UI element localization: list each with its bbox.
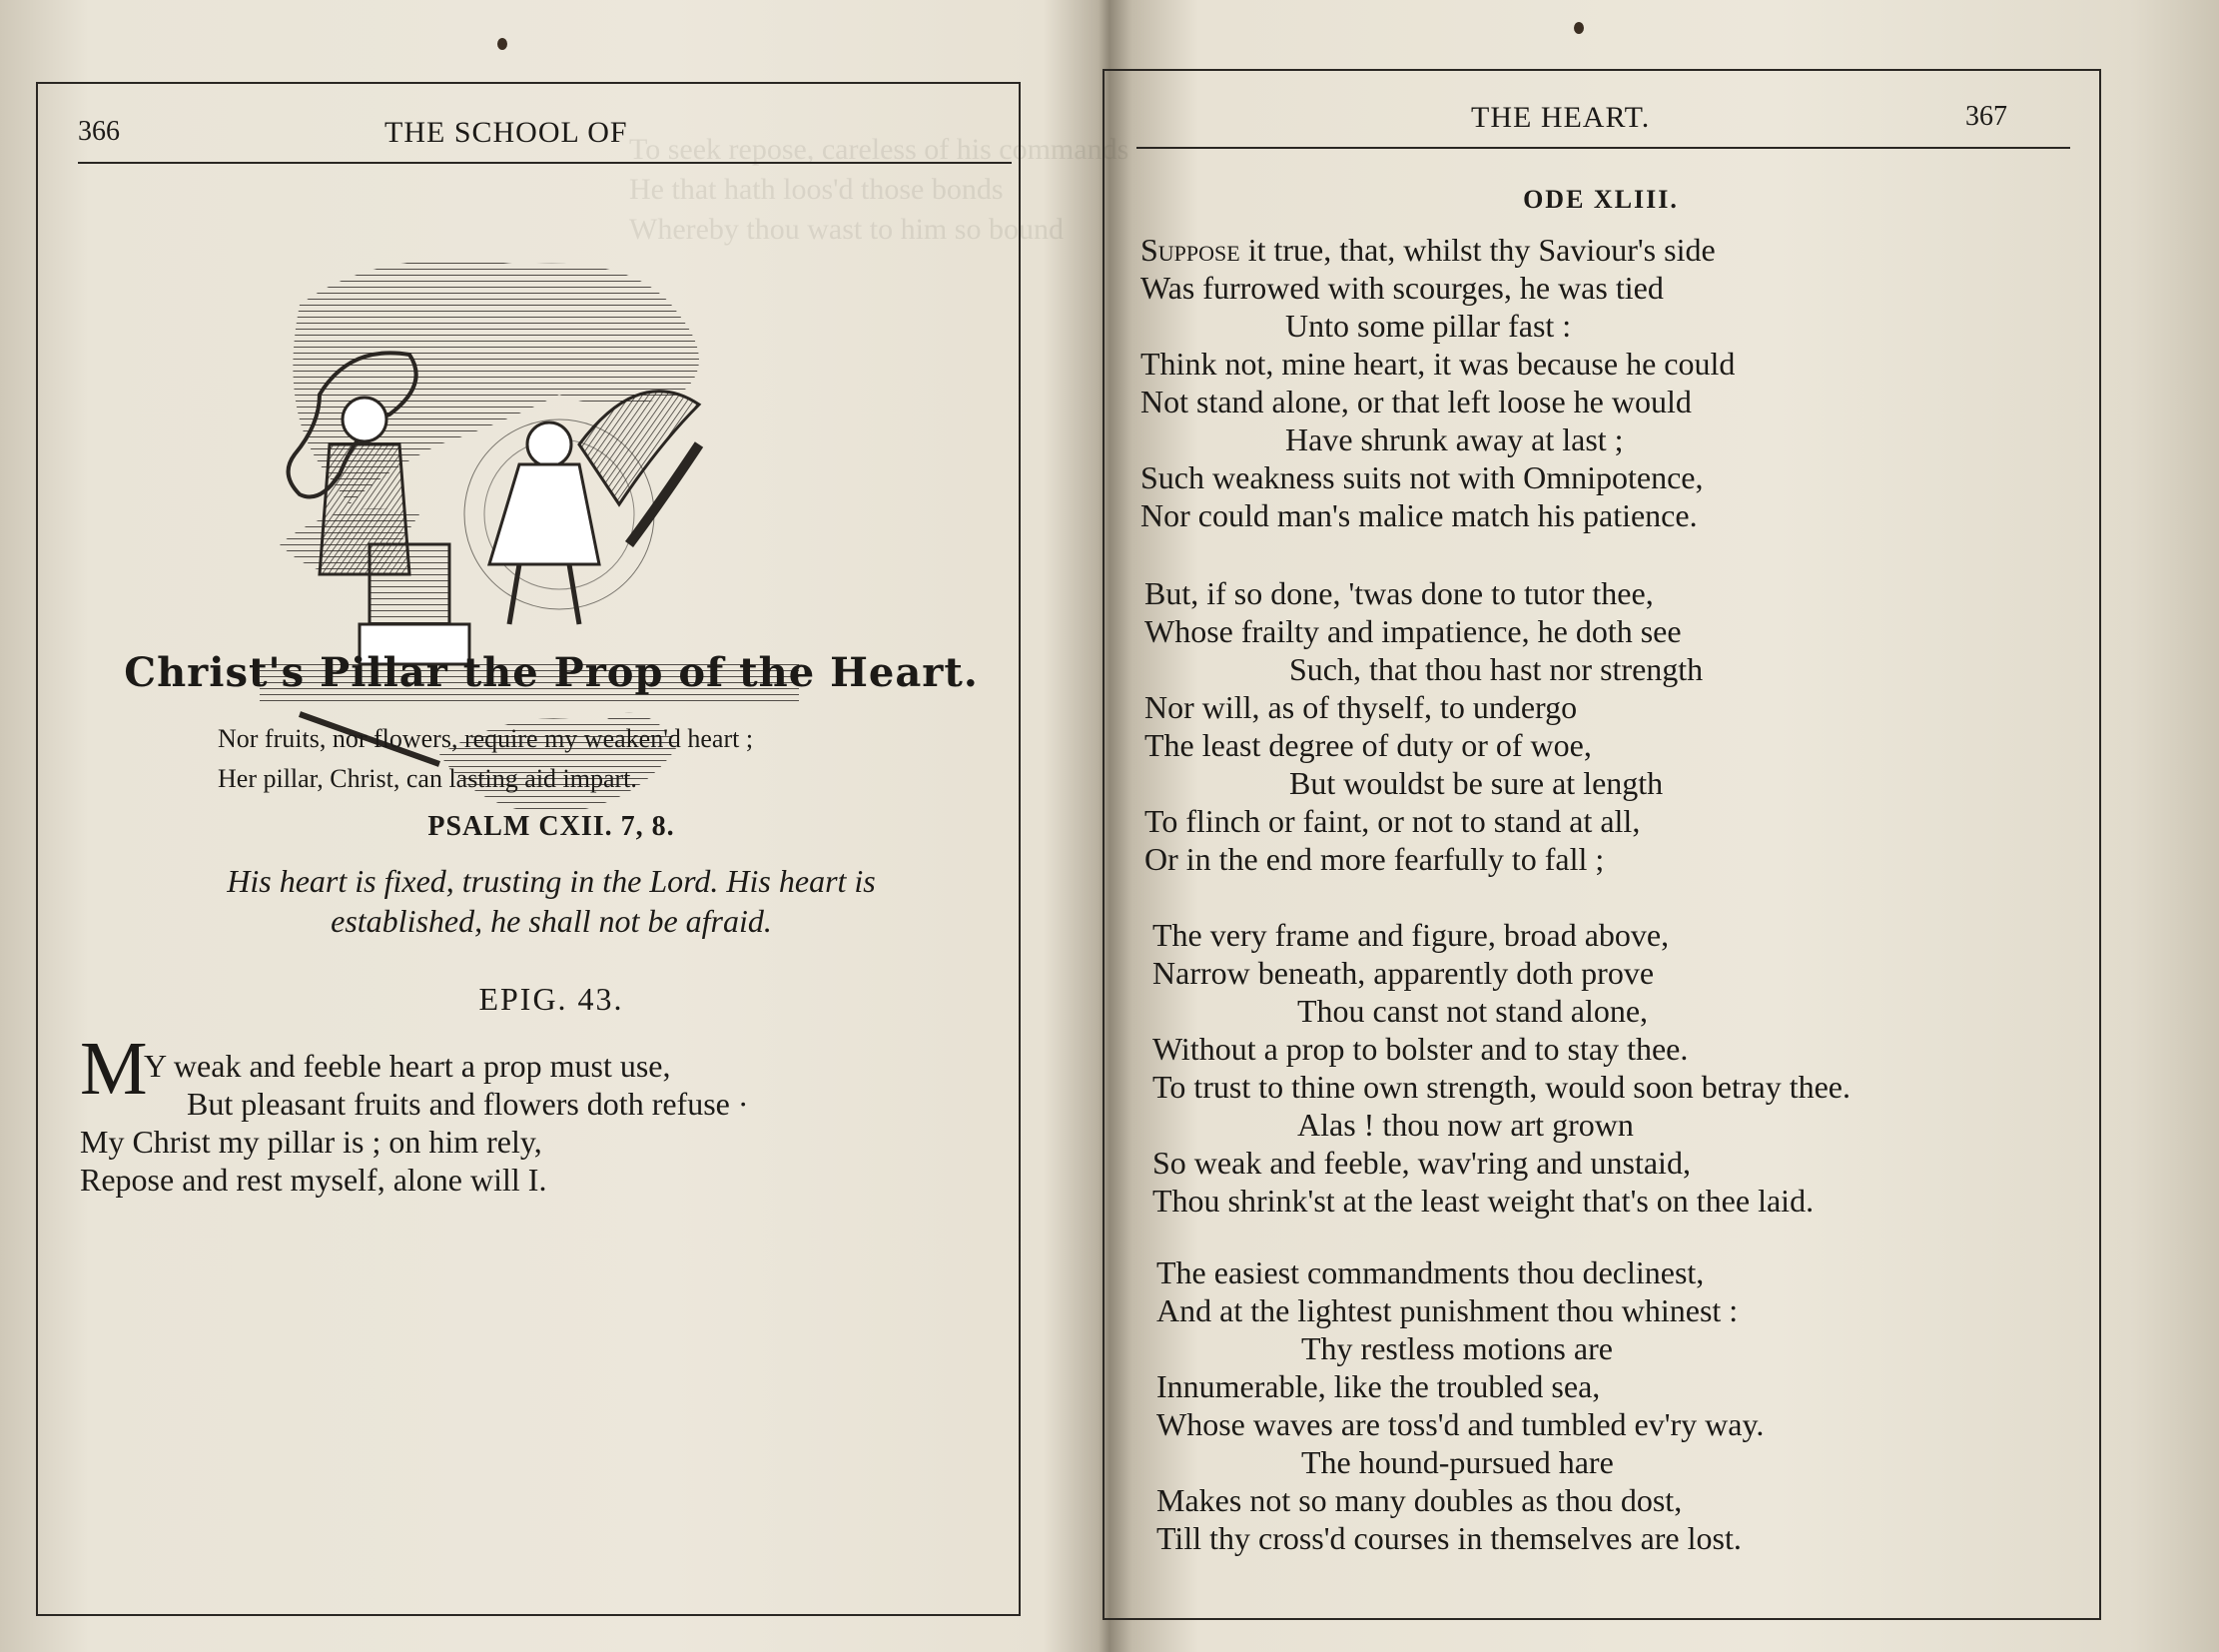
stanza-1 bbox=[1140, 231, 1735, 534]
verse-line: Thy restless motions are bbox=[1301, 1330, 1613, 1366]
verse-line: Was furrowed with scourges, he was tied bbox=[1140, 270, 1664, 306]
verse-line: Innumerable, like the troubled sea, bbox=[1156, 1368, 1601, 1404]
verse-line: The easiest commandments thou declinest, bbox=[1156, 1254, 1705, 1290]
verse-line: Alas ! thou now art grown bbox=[1297, 1107, 1634, 1143]
show-through-text: To seek repose, careless of his commands He that hath loos'd those bonds Whereby thou wast to him so bound bbox=[629, 133, 1129, 246]
right-page bbox=[1097, 55, 2105, 1628]
verse-line: The very frame and figure, broad above, bbox=[1152, 917, 1670, 953]
verse-line: Till thy cross'd courses in themselves are lost. bbox=[1156, 1520, 1742, 1556]
page-number: 367 bbox=[1965, 101, 2007, 132]
verse-line: But, if so done, 'twas done to tutor thee, bbox=[1144, 575, 1654, 611]
ode-title: ODE XLIII. bbox=[1523, 185, 1679, 214]
caption-line: Nor fruits, nor flowers, require my weaken'd heart ; bbox=[218, 724, 754, 753]
verse-line: Repose and rest myself, alone will I. bbox=[80, 1162, 547, 1198]
psalm-text bbox=[82, 861, 1021, 941]
verse-line: Thou canst not stand alone, bbox=[1297, 993, 1649, 1029]
psalm-reference: PSALM CXII. 7, 8. bbox=[427, 811, 675, 842]
foxing-spot bbox=[1574, 22, 1584, 34]
stanza-4 bbox=[1156, 1253, 1764, 1557]
verse-line: Think not, mine heart, it was because he could bbox=[1140, 346, 1736, 382]
verse-line: it true, that, whilst thy Saviour's side bbox=[1239, 232, 1716, 268]
ode-first-word: Suppose bbox=[1140, 232, 1240, 268]
stanza-2 bbox=[1144, 574, 1703, 878]
left-page bbox=[30, 70, 1129, 1628]
verse-line: Whose waves are toss'd and tumbled ev'ry way. bbox=[1156, 1406, 1765, 1442]
verse-line: The hound-pursued hare bbox=[1301, 1444, 1614, 1480]
verse-line: My Christ my pillar is ; on him rely, bbox=[80, 1124, 542, 1160]
verse-line: Y weak and feeble heart a prop must use, bbox=[144, 1048, 671, 1084]
verse-line: And at the lightest punishment thou whinest : bbox=[1156, 1292, 1739, 1328]
verse-line: But pleasant fruits and flowers doth refuse · bbox=[187, 1086, 749, 1122]
emblem-caption bbox=[218, 719, 753, 799]
verse-line: Without a prop to bolster and to stay thee. bbox=[1152, 1031, 1689, 1067]
verse-line: Unto some pillar fast : bbox=[1285, 308, 1572, 344]
running-head: THE HEART. bbox=[1471, 101, 1651, 134]
verse-line: Makes not so many doubles as thou dost, bbox=[1156, 1482, 1683, 1518]
verse-line: But wouldst be sure at length bbox=[1289, 765, 1664, 801]
verse-line: Nor could man's malice match his patience. bbox=[1140, 497, 1698, 533]
verse-line: Or in the end more fearfully to fall ; bbox=[1144, 841, 1605, 877]
head-rule bbox=[1136, 147, 2070, 149]
verse-line: To trust to thine own strength, would soon betray thee. bbox=[1152, 1069, 1850, 1105]
foxing-spot bbox=[497, 38, 507, 50]
verse-line: Not stand alone, or that left loose he would bbox=[1140, 384, 1692, 419]
verse-line: Have shrunk away at last ; bbox=[1285, 421, 1624, 457]
running-head: THE SCHOOL OF bbox=[384, 116, 628, 149]
caption-line: Her pillar, Christ, can lasting aid impart. bbox=[218, 764, 637, 793]
epigram-verse bbox=[80, 1047, 749, 1199]
psalm-line: established, he shall not be afraid. bbox=[331, 903, 772, 939]
stanza-3 bbox=[1152, 916, 1850, 1220]
verse-line: The least degree of duty or of woe, bbox=[1144, 727, 1592, 763]
verse-line: Thou shrink'st at the least weight that's on thee laid. bbox=[1152, 1183, 1815, 1219]
verse-line: To flinch or faint, or not to stand at all, bbox=[1144, 803, 1641, 839]
page-number: 366 bbox=[78, 116, 120, 147]
emblem-title: Christ's Pillar the Prop of the Heart. bbox=[124, 649, 979, 696]
psalm-line: His heart is fixed, trusting in the Lord. His heart is bbox=[227, 863, 876, 899]
verse-line: Such, that thou hast nor strength bbox=[1289, 651, 1704, 687]
epigram-title: EPIG. 43. bbox=[478, 981, 624, 1017]
verse-line: Nor will, as of thyself, to undergo bbox=[1144, 689, 1578, 725]
drop-cap: M bbox=[80, 1027, 148, 1111]
verse-line: So weak and feeble, wav'ring and unstaid, bbox=[1152, 1145, 1691, 1181]
verse-line: Such weakness suits not with Omnipotence, bbox=[1140, 459, 1704, 495]
verse-line: Whose frailty and impatience, he doth see bbox=[1144, 613, 1682, 649]
head-rule bbox=[78, 162, 1012, 164]
verse-line: Narrow beneath, apparently doth prove bbox=[1152, 955, 1655, 991]
